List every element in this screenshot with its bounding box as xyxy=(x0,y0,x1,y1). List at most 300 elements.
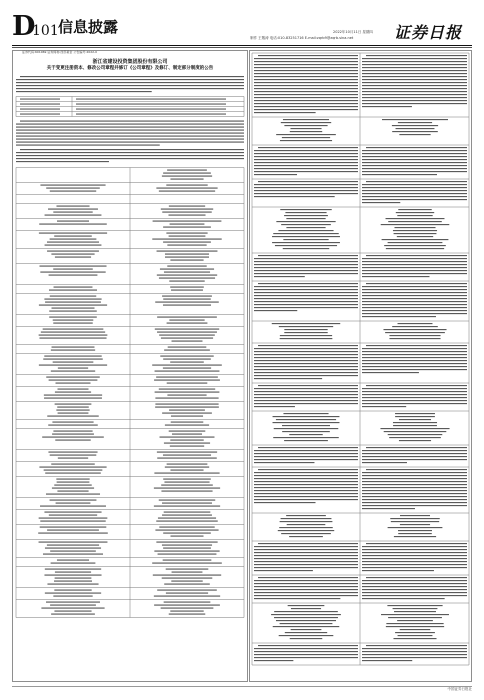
text-line xyxy=(275,245,337,246)
text-line xyxy=(52,347,95,348)
text-line xyxy=(394,227,435,228)
text-line xyxy=(254,472,358,473)
text-line xyxy=(170,362,204,363)
text-line xyxy=(289,536,323,537)
text-line xyxy=(156,542,217,543)
text-line xyxy=(273,422,340,423)
text-line xyxy=(49,275,98,276)
text-line xyxy=(288,605,325,606)
text-line xyxy=(286,515,326,516)
text-line xyxy=(159,335,215,336)
text-line xyxy=(45,245,102,246)
text-line xyxy=(283,248,329,249)
text-line xyxy=(42,437,104,438)
text-line xyxy=(167,395,206,396)
text-line xyxy=(396,128,435,129)
text-line xyxy=(286,218,325,219)
text-line xyxy=(254,487,358,488)
text-line xyxy=(52,422,93,423)
text-line xyxy=(362,484,467,485)
text-line xyxy=(164,512,211,513)
text-line xyxy=(254,456,358,457)
text-line xyxy=(47,545,99,546)
text-line xyxy=(254,406,295,407)
text-line xyxy=(254,286,358,287)
text-line xyxy=(162,578,213,579)
text-line xyxy=(254,184,358,185)
text-line xyxy=(399,419,431,420)
text-line xyxy=(39,233,107,234)
text-line xyxy=(254,450,358,451)
text-line xyxy=(362,490,467,491)
text-line xyxy=(50,296,96,297)
text-line xyxy=(254,564,358,565)
text-line xyxy=(278,530,334,531)
page-number: 101 xyxy=(32,23,59,39)
text-line xyxy=(165,467,209,468)
text-line xyxy=(276,221,335,222)
text-line xyxy=(53,596,92,597)
text-line xyxy=(281,122,331,123)
text-line xyxy=(362,304,467,305)
text-line xyxy=(156,188,217,189)
text-line xyxy=(280,335,332,336)
text-line xyxy=(164,482,209,483)
text-line xyxy=(254,196,335,197)
text-line xyxy=(399,440,431,441)
masthead xyxy=(0,0,484,46)
page-letter: D xyxy=(12,11,36,42)
text-line xyxy=(169,410,205,411)
text-line xyxy=(282,425,330,426)
text-line xyxy=(157,452,217,453)
text-line xyxy=(39,335,108,336)
text-line xyxy=(254,261,358,262)
text-line xyxy=(258,55,358,56)
text-line xyxy=(16,142,244,143)
text-line xyxy=(391,521,439,522)
text-line xyxy=(254,354,358,355)
text-line xyxy=(57,482,90,483)
text-line xyxy=(167,323,208,324)
text-line xyxy=(56,410,89,411)
text-line xyxy=(362,61,467,62)
text-line xyxy=(254,67,358,68)
text-line xyxy=(167,266,206,267)
text-line xyxy=(392,125,438,126)
text-line xyxy=(254,496,358,497)
text-line xyxy=(254,648,358,649)
text-line xyxy=(254,289,358,290)
notice-title: 关于变更注册资本、修改公司章程并修订《公司章程》及修订、制定部分制度的公告 xyxy=(46,66,214,71)
text-line xyxy=(362,472,467,473)
text-line xyxy=(258,385,358,386)
text-line xyxy=(39,542,108,543)
text-line xyxy=(163,533,211,534)
text-line xyxy=(170,224,205,225)
text-line xyxy=(362,369,467,370)
text-line xyxy=(389,437,441,438)
table-cell-text xyxy=(20,114,60,115)
text-line xyxy=(362,583,467,584)
text-line xyxy=(388,242,443,243)
text-line xyxy=(169,281,204,282)
text-line xyxy=(362,168,467,169)
text-line xyxy=(16,79,244,80)
text-line xyxy=(40,506,106,507)
text-line xyxy=(44,470,103,471)
text-line xyxy=(393,422,437,423)
text-line xyxy=(163,242,211,243)
text-line xyxy=(254,459,358,460)
text-line xyxy=(50,605,96,606)
text-line xyxy=(258,283,358,284)
text-line xyxy=(254,100,358,101)
text-line xyxy=(254,165,358,166)
text-line xyxy=(168,347,207,348)
text-line xyxy=(163,368,211,369)
text-line xyxy=(254,375,358,376)
text-line xyxy=(362,462,407,463)
text-line xyxy=(40,527,107,528)
text-line xyxy=(254,109,358,110)
text-line xyxy=(171,581,202,582)
text-line xyxy=(362,295,467,296)
text-line xyxy=(258,543,358,544)
text-line xyxy=(58,413,89,414)
text-line xyxy=(287,524,326,525)
text-line xyxy=(166,593,208,594)
text-line xyxy=(164,584,210,585)
text-line xyxy=(45,569,101,570)
text-line xyxy=(284,332,327,333)
text-line xyxy=(254,168,358,169)
text-line xyxy=(254,270,358,271)
text-line xyxy=(40,521,105,522)
text-line xyxy=(20,149,244,150)
text-line xyxy=(280,140,332,141)
text-line xyxy=(47,530,99,531)
date-line: 2022年10月11日 星期四 xyxy=(333,30,373,34)
text-line xyxy=(157,251,218,252)
text-line xyxy=(258,577,358,578)
text-line xyxy=(163,455,211,456)
text-line xyxy=(157,332,217,333)
text-line xyxy=(281,224,331,225)
text-line xyxy=(362,595,467,596)
text-line xyxy=(254,292,358,293)
text-line xyxy=(362,499,467,500)
text-line xyxy=(160,437,215,438)
text-line xyxy=(45,302,101,303)
text-line xyxy=(161,209,213,210)
text-line xyxy=(362,270,467,271)
text-line xyxy=(254,595,358,596)
text-line xyxy=(254,307,358,308)
text-line xyxy=(155,404,218,405)
text-line xyxy=(254,561,358,562)
text-line xyxy=(155,530,218,531)
text-line xyxy=(153,575,221,576)
text-line xyxy=(362,360,467,361)
text-line xyxy=(362,292,467,293)
text-line xyxy=(258,645,358,646)
text-line xyxy=(276,134,336,135)
text-line xyxy=(154,596,220,597)
text-line xyxy=(389,335,440,336)
text-line xyxy=(271,614,341,615)
text-line xyxy=(40,185,105,186)
text-line xyxy=(50,191,96,192)
text-line xyxy=(16,124,244,125)
masthead-rule xyxy=(12,45,472,46)
text-line xyxy=(362,651,467,652)
text-line xyxy=(157,275,217,276)
text-line xyxy=(56,503,91,504)
text-line xyxy=(362,273,467,274)
text-line xyxy=(47,584,98,585)
text-line xyxy=(159,278,215,279)
text-line xyxy=(165,254,209,255)
text-line xyxy=(362,552,467,553)
text-line xyxy=(398,122,432,123)
text-line xyxy=(254,304,358,305)
text-line xyxy=(39,518,108,519)
text-line xyxy=(254,651,358,652)
text-line xyxy=(162,176,212,177)
text-line xyxy=(362,586,467,587)
text-line xyxy=(362,94,467,95)
text-line xyxy=(362,85,467,86)
text-line xyxy=(362,97,467,98)
text-line xyxy=(284,329,327,330)
text-line xyxy=(20,76,244,77)
text-line xyxy=(362,307,467,308)
text-line xyxy=(362,363,467,364)
text-line xyxy=(170,287,204,288)
text-line xyxy=(16,130,244,131)
text-line xyxy=(155,398,218,399)
text-line xyxy=(58,368,88,369)
text-line xyxy=(273,233,338,234)
text-line xyxy=(362,351,467,352)
text-line xyxy=(254,301,358,302)
text-line xyxy=(254,76,358,77)
text-line xyxy=(362,403,467,404)
text-line xyxy=(362,394,467,395)
text-line xyxy=(362,555,467,556)
text-line xyxy=(254,162,358,163)
text-line xyxy=(386,248,444,249)
text-line xyxy=(254,403,358,404)
text-line xyxy=(48,209,98,210)
text-line xyxy=(258,181,358,182)
text-line xyxy=(380,428,449,429)
text-line xyxy=(362,549,467,550)
text-line xyxy=(40,272,105,273)
text-line xyxy=(51,614,95,615)
text-line xyxy=(39,266,106,267)
text-line xyxy=(362,165,467,166)
text-line xyxy=(362,657,467,658)
text-line xyxy=(168,215,205,216)
text-line xyxy=(258,447,358,448)
text-line xyxy=(383,329,446,330)
text-line xyxy=(280,521,333,522)
text-line xyxy=(362,660,412,661)
text-line xyxy=(254,267,358,268)
text-line xyxy=(362,82,467,83)
text-line xyxy=(39,338,106,339)
text-line xyxy=(393,638,436,639)
text-line xyxy=(159,191,215,192)
text-line xyxy=(254,91,358,92)
text-line xyxy=(254,478,358,479)
text-line xyxy=(362,598,445,599)
text-line xyxy=(381,224,450,225)
text-line xyxy=(291,629,322,630)
text-line xyxy=(41,608,104,609)
text-line xyxy=(382,239,449,240)
text-line xyxy=(51,464,95,465)
text-line xyxy=(156,521,217,522)
text-line xyxy=(254,490,358,491)
text-line xyxy=(44,299,101,300)
text-line xyxy=(53,320,94,321)
text-line xyxy=(394,611,436,612)
text-line xyxy=(16,88,244,89)
text-line xyxy=(47,251,99,252)
text-line xyxy=(16,152,244,153)
text-line xyxy=(45,473,101,474)
newspaper-logo: 证券日报 xyxy=(394,23,463,42)
text-line xyxy=(366,55,467,56)
text-line xyxy=(47,242,99,243)
text-line xyxy=(388,617,442,618)
text-line xyxy=(44,398,102,399)
text-line xyxy=(389,338,440,339)
table-cell-text xyxy=(76,109,226,110)
text-line xyxy=(362,193,467,194)
text-line xyxy=(366,255,467,256)
text-line xyxy=(362,100,467,101)
text-line xyxy=(394,233,437,234)
text-line xyxy=(53,269,93,270)
text-line xyxy=(49,515,97,516)
text-line xyxy=(39,224,107,225)
text-line xyxy=(284,440,328,441)
text-line xyxy=(362,286,467,287)
text-line xyxy=(362,592,467,593)
text-line xyxy=(254,258,358,259)
text-line xyxy=(362,316,436,317)
text-line xyxy=(282,431,330,432)
text-line xyxy=(362,456,467,457)
footer-note: 中国证券日报社 xyxy=(447,687,472,691)
text-line xyxy=(160,269,214,270)
text-line xyxy=(57,491,88,492)
text-line xyxy=(254,484,358,485)
text-line xyxy=(254,378,322,379)
text-line xyxy=(169,614,206,615)
table-cell-text xyxy=(20,99,60,100)
text-line xyxy=(164,602,211,603)
text-line xyxy=(254,493,358,494)
text-line xyxy=(169,206,205,207)
text-line xyxy=(362,366,467,367)
text-line xyxy=(395,416,435,417)
text-line xyxy=(396,212,434,213)
text-line xyxy=(16,82,244,83)
text-line xyxy=(366,147,467,148)
text-line xyxy=(170,260,203,261)
text-line xyxy=(169,431,206,432)
text-line xyxy=(254,88,358,89)
text-line xyxy=(362,264,467,265)
text-line xyxy=(163,173,211,174)
text-line xyxy=(362,162,467,163)
text-line xyxy=(254,372,358,373)
text-line xyxy=(254,400,358,401)
text-line xyxy=(152,239,221,240)
text-line xyxy=(272,242,340,243)
text-line xyxy=(381,614,449,615)
text-line xyxy=(162,503,212,504)
text-line xyxy=(16,155,244,156)
masthead-rule-thin xyxy=(12,47,472,48)
text-line xyxy=(362,174,437,175)
text-line xyxy=(274,617,338,618)
text-line xyxy=(44,395,102,396)
text-line xyxy=(157,317,217,318)
text-line xyxy=(164,350,210,351)
text-line xyxy=(16,139,244,140)
text-line xyxy=(362,199,467,200)
text-line xyxy=(254,61,358,62)
text-line xyxy=(397,236,433,237)
text-line xyxy=(280,623,333,624)
text-line xyxy=(362,159,467,160)
text-line xyxy=(254,558,358,559)
text-line xyxy=(53,431,92,432)
text-line xyxy=(281,533,331,534)
text-line xyxy=(386,218,445,219)
text-line xyxy=(152,365,222,366)
text-line xyxy=(254,85,358,86)
text-line xyxy=(362,459,467,460)
text-line xyxy=(170,446,204,447)
text-line xyxy=(163,227,211,228)
text-line xyxy=(172,434,202,435)
text-line xyxy=(362,310,467,311)
text-line xyxy=(52,434,94,435)
text-line xyxy=(362,372,419,373)
text-line xyxy=(44,356,101,357)
text-line xyxy=(276,419,336,420)
text-line xyxy=(162,296,212,297)
text-line xyxy=(154,551,219,552)
text-line xyxy=(362,564,467,565)
text-line xyxy=(254,310,297,311)
text-line xyxy=(400,629,431,630)
text-line xyxy=(167,170,207,171)
text-columns xyxy=(12,50,472,682)
text-line xyxy=(281,518,332,519)
text-line xyxy=(254,348,358,349)
text-line xyxy=(55,440,90,441)
text-line xyxy=(362,400,467,401)
text-line xyxy=(280,209,331,210)
